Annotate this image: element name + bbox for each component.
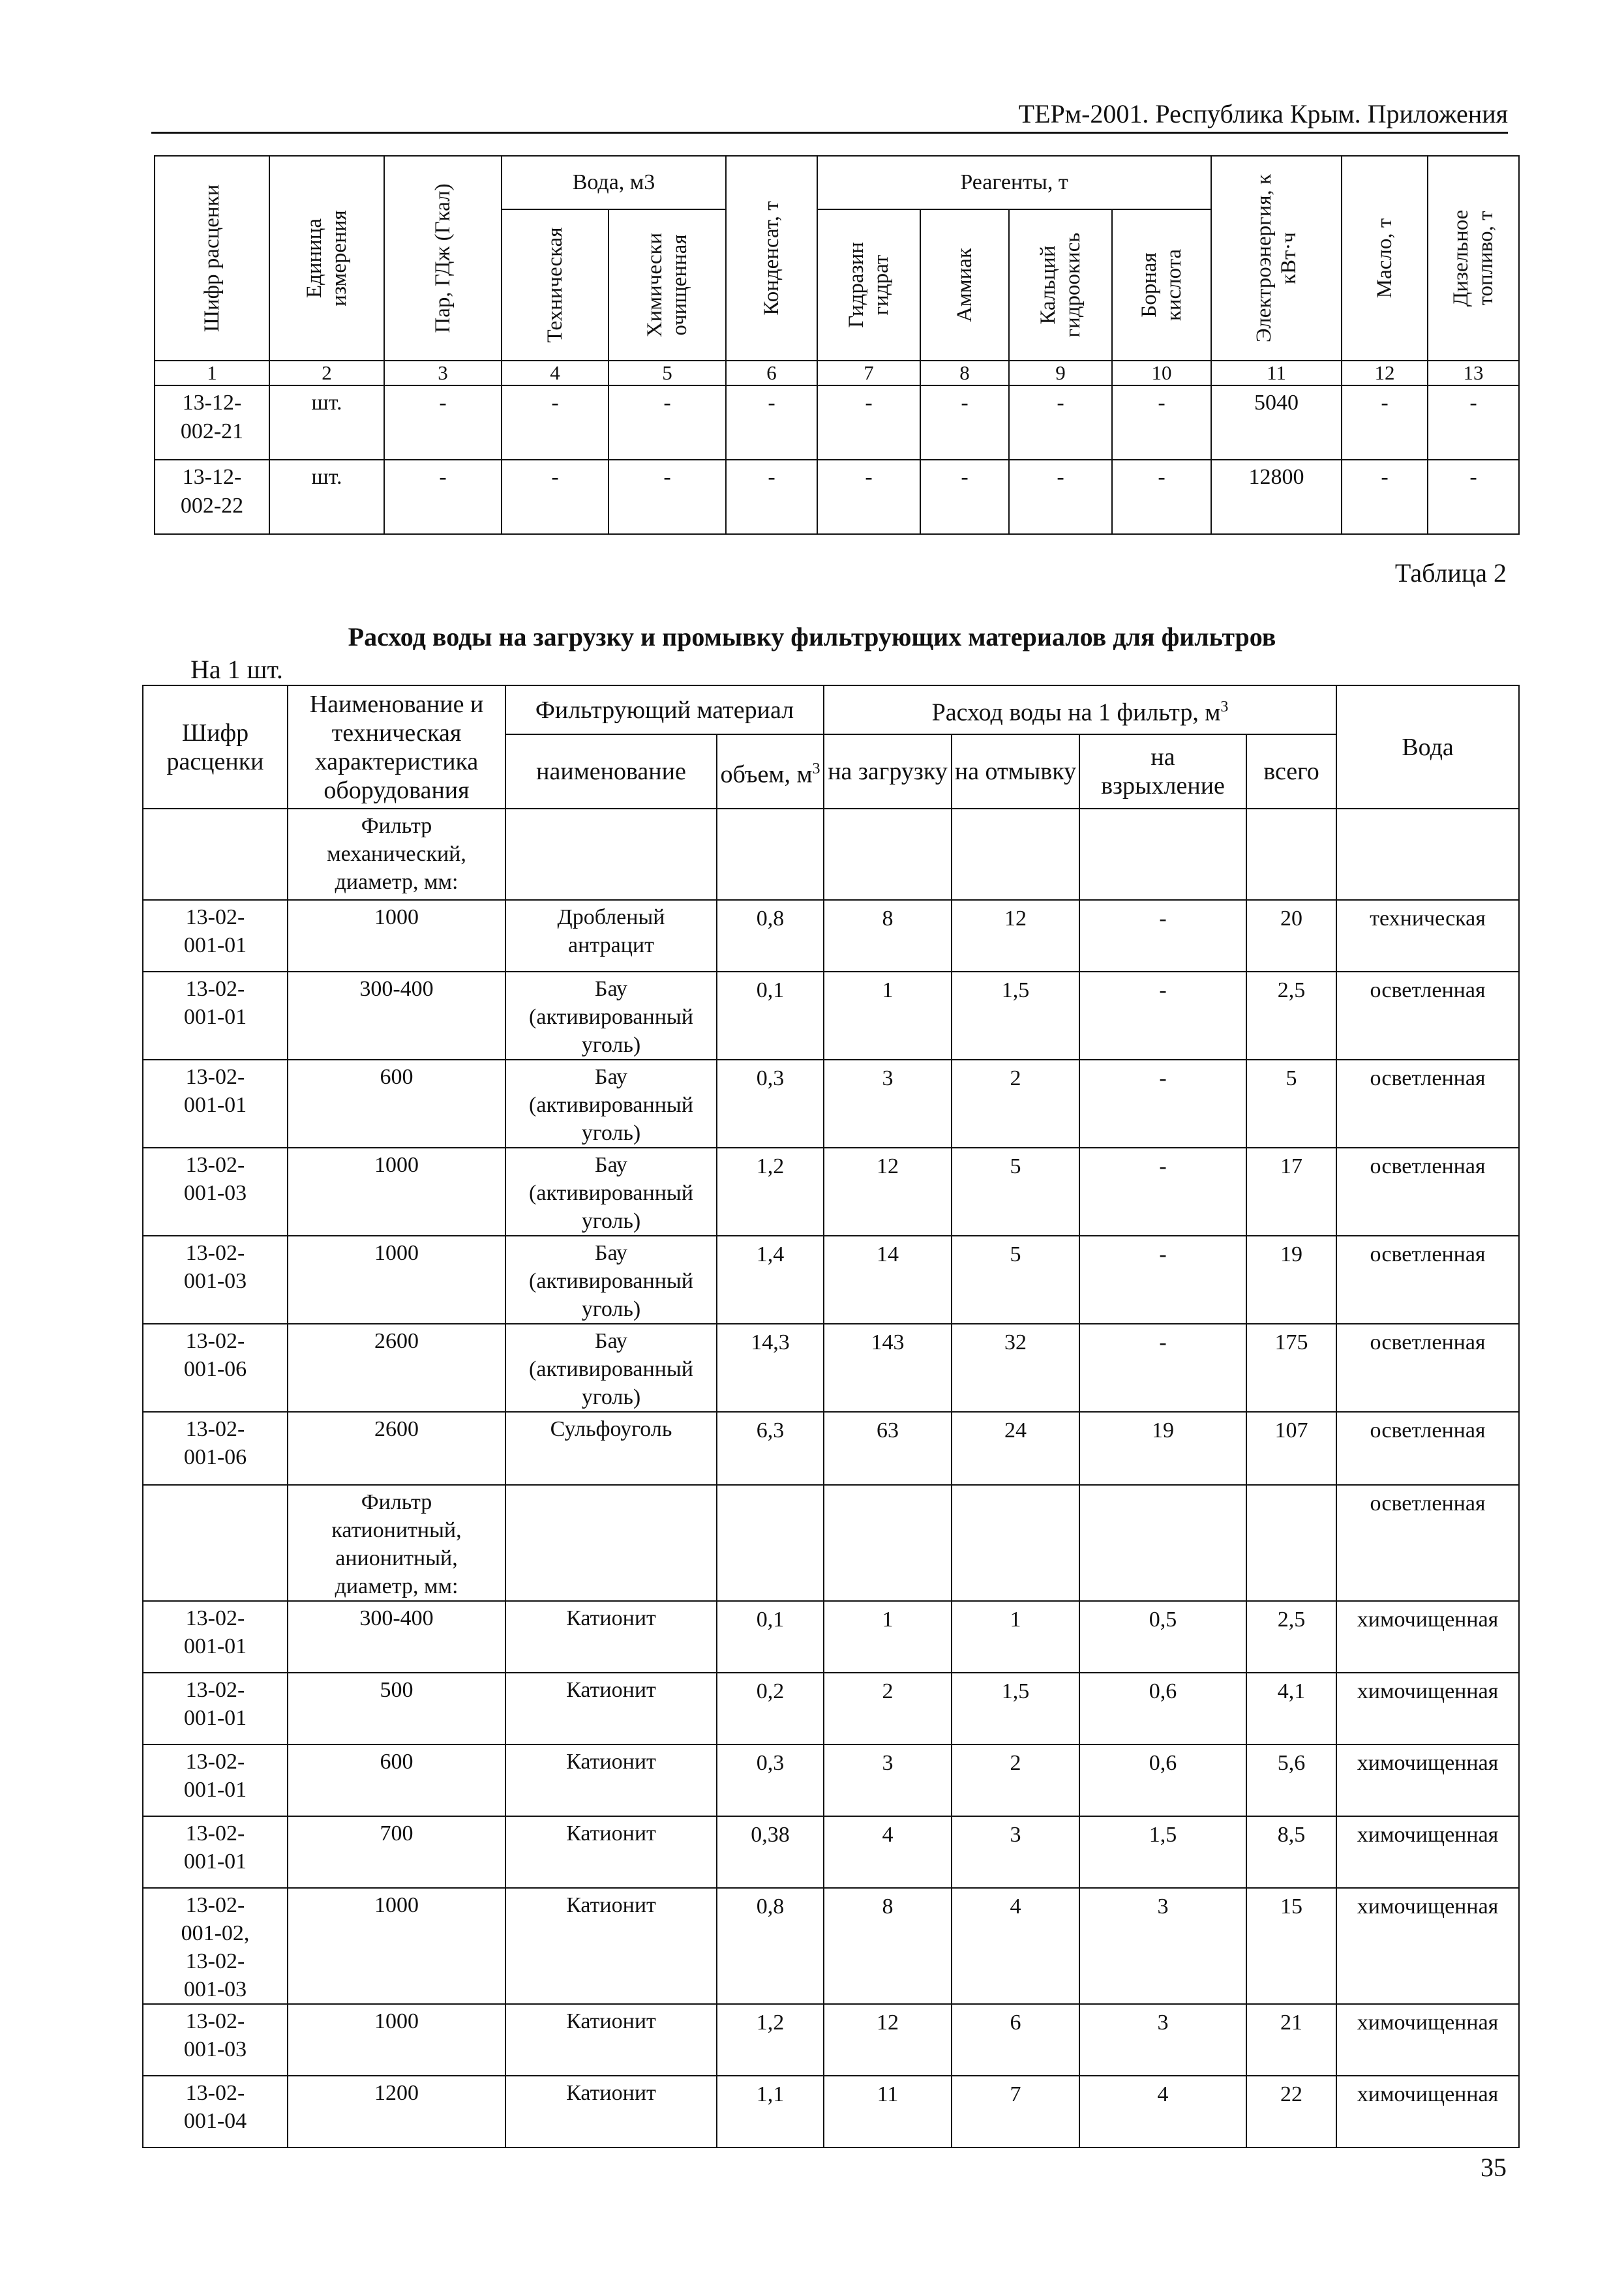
cell-water: химочищенная xyxy=(1336,2076,1519,2147)
cell-loading: 11 xyxy=(824,2076,952,2147)
cell-code: 13-02-001-06 xyxy=(143,1324,288,1412)
cell-code xyxy=(143,809,288,900)
header-unit: Единица измерения xyxy=(269,156,384,361)
header-volume: объем, $м^3$ xyxy=(717,734,824,809)
table-cell: 12800 xyxy=(1211,460,1342,534)
cell-water: осветленная xyxy=(1336,1324,1519,1412)
table-cell: - xyxy=(1112,460,1211,534)
table-row xyxy=(143,972,1519,1060)
cell-water: осветленная xyxy=(1336,1060,1519,1148)
cell-volume xyxy=(717,809,824,900)
cell-total: 107 xyxy=(1246,1412,1336,1485)
table-cell: - xyxy=(817,385,920,460)
resource-table xyxy=(154,155,1520,535)
cell-washing: 3 xyxy=(952,1816,1079,1888)
table-cell: - xyxy=(817,460,920,534)
cell-volume: 14,3 xyxy=(717,1324,824,1412)
section-row xyxy=(143,1485,1519,1601)
table-cell: - xyxy=(726,460,817,534)
cell-volume: 0,3 xyxy=(717,1744,824,1816)
cell-code: 13-02-001-03 xyxy=(143,2004,288,2076)
cell-loading: 8 xyxy=(824,1888,952,2004)
cell-water: техническая xyxy=(1336,900,1519,972)
cell-material: Катионит xyxy=(505,1744,717,1816)
col-number: 9 xyxy=(1009,361,1112,385)
cell-code: 13-02-001-01 xyxy=(143,1601,288,1673)
header-loading: на загрузку xyxy=(824,734,952,809)
cell-washing: 2 xyxy=(952,1744,1079,1816)
table-cell: - xyxy=(609,385,726,460)
cell-volume: 1,1 xyxy=(717,2076,824,2147)
cell-name: 500 xyxy=(288,1673,505,1744)
table-cell: 5040 xyxy=(1211,385,1342,460)
cell-material: Катионит xyxy=(505,2076,717,2147)
cell-water: химочищенная xyxy=(1336,1673,1519,1744)
cell-total: 5 xyxy=(1246,1060,1336,1148)
cell-water: химочищенная xyxy=(1336,1744,1519,1816)
cell-material: Катионит xyxy=(505,1673,717,1744)
cell-material: Катионит xyxy=(505,1816,717,1888)
col-number: 2 xyxy=(269,361,384,385)
cell-washing xyxy=(952,1485,1079,1601)
cell-material: Бау (активированный уголь) xyxy=(505,1236,717,1324)
table-cell: - xyxy=(609,460,726,534)
rate-code: 13-12-002-22 xyxy=(155,460,269,534)
col-number: 11 xyxy=(1211,361,1342,385)
cell-water: химочищенная xyxy=(1336,2004,1519,2076)
cell-total: 8,5 xyxy=(1246,1816,1336,1888)
table-cell: шт. xyxy=(269,385,384,460)
table-row xyxy=(143,2076,1519,2147)
col-number: 6 xyxy=(726,361,817,385)
cell-material: Катионит xyxy=(505,1888,717,2004)
table-cell: - xyxy=(1342,385,1428,460)
table-cell: - xyxy=(1428,460,1519,534)
cell-code: 13-02-001-03 xyxy=(143,1148,288,1236)
cell-volume: 0,8 xyxy=(717,900,824,972)
cell-loading: 1 xyxy=(824,972,952,1060)
header-steam: Пар, ГДж (Гкал) xyxy=(384,156,502,361)
cell-volume: 1,2 xyxy=(717,1148,824,1236)
cell-washing xyxy=(952,809,1079,900)
header-washing: на отмывку xyxy=(952,734,1079,809)
header-filter-material: Фильтрующий материал xyxy=(505,685,824,734)
cell-material: Дробленый антрацит xyxy=(505,900,717,972)
table-cell: - xyxy=(384,460,502,534)
cell-code: 13-02-001-01 xyxy=(143,900,288,972)
cell-total: 19 xyxy=(1246,1236,1336,1324)
cell-washing: 6 xyxy=(952,2004,1079,2076)
cell-name: 1000 xyxy=(288,900,505,972)
cell-water: осветленная xyxy=(1336,1485,1519,1601)
cell-name: Фильтр катионитный, анионитный, диаметр, мм: xyxy=(288,1485,505,1601)
header-hydrazine: Гидразин гидрат xyxy=(817,209,920,361)
cell-total: 2,5 xyxy=(1246,972,1336,1060)
cell-code: 13-02-001-04 xyxy=(143,2076,288,2147)
col-number: 4 xyxy=(502,361,609,385)
cell-loosening xyxy=(1079,1485,1246,1601)
header-water: Вода xyxy=(1336,685,1519,809)
cell-loosening: 0,6 xyxy=(1079,1673,1246,1744)
cell-loading: 12 xyxy=(824,1148,952,1236)
cell-total: 15 xyxy=(1246,1888,1336,2004)
cell-loading: 63 xyxy=(824,1412,952,1485)
cell-loading: 3 xyxy=(824,1744,952,1816)
cell-total: 20 xyxy=(1246,900,1336,972)
table-title: Расход воды на загрузку и промывку фильтрующих материалов для фильтров xyxy=(348,622,1276,651)
header-boric: Борная кислота xyxy=(1112,209,1211,361)
cell-water xyxy=(1336,809,1519,900)
header-electricity: Электроэнергия, к кВт·ч xyxy=(1211,156,1342,361)
page-header xyxy=(151,97,1508,134)
table-cell: - xyxy=(1342,460,1428,534)
table-row xyxy=(143,1148,1519,1236)
cell-total: 175 xyxy=(1246,1324,1336,1412)
water-usage-table xyxy=(142,685,1520,2148)
cell-loosening: 3 xyxy=(1079,1888,1246,2004)
rate-code: 13-12-002-21 xyxy=(155,385,269,460)
table-cell: - xyxy=(1009,385,1112,460)
cell-code: 13-02-001-01 xyxy=(143,972,288,1060)
header-diesel: Дизельное топливо, т xyxy=(1428,156,1519,361)
table-row xyxy=(155,460,1519,534)
cell-water: осветленная xyxy=(1336,1412,1519,1485)
table-cell: - xyxy=(1112,385,1211,460)
cell-loading: 14 xyxy=(824,1236,952,1324)
table-row xyxy=(143,1412,1519,1485)
cell-washing: 32 xyxy=(952,1324,1079,1412)
cell-name: 1000 xyxy=(288,2004,505,2076)
table-row xyxy=(143,1816,1519,1888)
cell-material xyxy=(505,809,717,900)
col-number: 13 xyxy=(1428,361,1519,385)
cell-name: Фильтр механический, диаметр, мм: xyxy=(288,809,505,900)
cell-material: Бау (активированный уголь) xyxy=(505,1148,717,1236)
cell-total: 4,1 xyxy=(1246,1673,1336,1744)
cell-code xyxy=(143,1485,288,1601)
header-ammonia: Аммиак xyxy=(920,209,1009,361)
cell-volume: 0,2 xyxy=(717,1673,824,1744)
cell-loading: 12 xyxy=(824,2004,952,2076)
cell-code: 13-02-001-01 xyxy=(143,1816,288,1888)
cell-total xyxy=(1246,1485,1336,1601)
header-condensate: Конденсат, т xyxy=(726,156,817,361)
cell-water: осветленная xyxy=(1336,972,1519,1060)
cell-washing: 5 xyxy=(952,1236,1079,1324)
col-number: 10 xyxy=(1112,361,1211,385)
col-number: 5 xyxy=(609,361,726,385)
cell-material: Бау (активированный уголь) xyxy=(505,1324,717,1412)
cell-name: 1000 xyxy=(288,1888,505,2004)
cell-name: 600 xyxy=(288,1744,505,1816)
page-number: 35 xyxy=(1481,2153,1507,2182)
col-number: 3 xyxy=(384,361,502,385)
table-row xyxy=(143,1060,1519,1148)
header-title: ТЕРм-2001. Республика Крым. Приложения xyxy=(1018,99,1508,128)
cell-washing: 7 xyxy=(952,2076,1079,2147)
table-cell: - xyxy=(1428,385,1519,460)
cell-material: Бау (активированный уголь) xyxy=(505,1060,717,1148)
section-row xyxy=(143,809,1519,900)
cell-name: 1200 xyxy=(288,2076,505,2147)
header-name: Наименование и техническая характеристика оборудования xyxy=(288,685,505,809)
cell-loosening: - xyxy=(1079,972,1246,1060)
table-row xyxy=(143,1673,1519,1744)
table-cell: шт. xyxy=(269,460,384,534)
cell-loading: 143 xyxy=(824,1324,952,1412)
cell-water: осветленная xyxy=(1336,1148,1519,1236)
cell-loosening: 4 xyxy=(1079,2076,1246,2147)
cell-name: 2600 xyxy=(288,1324,505,1412)
col-number: 12 xyxy=(1342,361,1428,385)
cell-volume xyxy=(717,1485,824,1601)
cell-code: 13-02-001-01 xyxy=(143,1744,288,1816)
cell-volume: 1,2 xyxy=(717,2004,824,2076)
cell-loading xyxy=(824,1485,952,1601)
cell-material: Сульфоуголь xyxy=(505,1412,717,1485)
col-number: 8 xyxy=(920,361,1009,385)
table-cell: - xyxy=(920,385,1009,460)
cell-total: 2,5 xyxy=(1246,1601,1336,1673)
cell-volume: 0,38 xyxy=(717,1816,824,1888)
table-row xyxy=(155,385,1519,460)
cell-loading: 4 xyxy=(824,1816,952,1888)
cell-washing: 2 xyxy=(952,1060,1079,1148)
cell-washing: 1 xyxy=(952,1601,1079,1673)
header-water-usage: Расход воды на 1 фильтр, $м^3$ xyxy=(824,685,1336,734)
cell-loosening: 19 xyxy=(1079,1412,1246,1485)
cell-loosening xyxy=(1079,809,1246,900)
cell-loosening: - xyxy=(1079,1060,1246,1148)
cell-volume: 0,1 xyxy=(717,972,824,1060)
cell-loosening: - xyxy=(1079,1148,1246,1236)
table-row xyxy=(143,1324,1519,1412)
column-numbers-row xyxy=(155,361,1519,385)
cell-material: Бау (активированный уголь) xyxy=(505,972,717,1060)
cell-volume: 0,1 xyxy=(717,1601,824,1673)
header-water-group: Вода, м3 xyxy=(502,156,726,209)
cell-name: 600 xyxy=(288,1060,505,1148)
cell-loosening: 3 xyxy=(1079,2004,1246,2076)
cell-washing: 24 xyxy=(952,1412,1079,1485)
col-number: 7 xyxy=(817,361,920,385)
cell-volume: 1,4 xyxy=(717,1236,824,1324)
cell-total: 22 xyxy=(1246,2076,1336,2147)
header-calcium: Кальций гидроокись xyxy=(1009,209,1112,361)
cell-total xyxy=(1246,809,1336,900)
cell-washing: 5 xyxy=(952,1148,1079,1236)
cell-total: 17 xyxy=(1246,1148,1336,1236)
cell-volume: 0,3 xyxy=(717,1060,824,1148)
cell-loading: 3 xyxy=(824,1060,952,1148)
cell-loosening: - xyxy=(1079,1324,1246,1412)
cell-volume: 0,8 xyxy=(717,1888,824,2004)
table-row xyxy=(143,1601,1519,1673)
header-total: всего xyxy=(1246,734,1336,809)
cell-loosening: 0,5 xyxy=(1079,1601,1246,1673)
table-cell: - xyxy=(502,385,609,460)
cell-washing: 4 xyxy=(952,1888,1079,2004)
cell-washing: 1,5 xyxy=(952,972,1079,1060)
table-cell: - xyxy=(726,385,817,460)
cell-material: Катионит xyxy=(505,1601,717,1673)
cell-loading: 2 xyxy=(824,1673,952,1744)
cell-loading xyxy=(824,809,952,900)
cell-total: 21 xyxy=(1246,2004,1336,2076)
header-code: Шифр расценки xyxy=(143,685,288,809)
cell-water: химочищенная xyxy=(1336,1601,1519,1673)
cell-loosening: 1,5 xyxy=(1079,1816,1246,1888)
cell-code: 13-02-001-02, 13-02-001-03 xyxy=(143,1888,288,2004)
table-row xyxy=(143,900,1519,972)
cell-code: 13-02-001-01 xyxy=(143,1673,288,1744)
table-cell: - xyxy=(1009,460,1112,534)
table-cell: - xyxy=(920,460,1009,534)
table-caption: Таблица 2 xyxy=(1394,558,1507,588)
cell-code: 13-02-001-03 xyxy=(143,1236,288,1324)
cell-loosening: 0,6 xyxy=(1079,1744,1246,1816)
header-loosening: на взрыхление xyxy=(1079,734,1246,809)
cell-material: Катионит xyxy=(505,2004,717,2076)
per-unit-note: На 1 шт. xyxy=(190,655,283,684)
cell-total: 5,6 xyxy=(1246,1744,1336,1816)
header-material-name: наименование xyxy=(505,734,717,809)
cell-name: 1000 xyxy=(288,1148,505,1236)
table-cell: - xyxy=(384,385,502,460)
cell-loading: 1 xyxy=(824,1601,952,1673)
cell-water: химочищенная xyxy=(1336,1888,1519,2004)
cell-name: 700 xyxy=(288,1816,505,1888)
cell-volume: 6,3 xyxy=(717,1412,824,1485)
table-row xyxy=(143,2004,1519,2076)
col-number: 1 xyxy=(155,361,269,385)
cell-water: химочищенная xyxy=(1336,1816,1519,1888)
cell-name: 1000 xyxy=(288,1236,505,1324)
cell-loosening: - xyxy=(1079,900,1246,972)
header-water-chem: Химически очищенная xyxy=(609,209,726,361)
cell-loading: 8 xyxy=(824,900,952,972)
table-row xyxy=(143,1236,1519,1324)
table-cell: - xyxy=(502,460,609,534)
cell-code: 13-02-001-01 xyxy=(143,1060,288,1148)
cell-material xyxy=(505,1485,717,1601)
table-row xyxy=(143,1744,1519,1816)
cell-name: 300-400 xyxy=(288,1601,505,1673)
cell-name: 2600 xyxy=(288,1412,505,1485)
table-row xyxy=(143,1888,1519,2004)
cell-code: 13-02-001-06 xyxy=(143,1412,288,1485)
header-code: Шифр расценки xyxy=(155,156,269,361)
cell-washing: 12 xyxy=(952,900,1079,972)
header-water-tech: Техническая xyxy=(502,209,609,361)
cell-loosening: - xyxy=(1079,1236,1246,1324)
header-oil: Масло, т xyxy=(1342,156,1428,361)
cell-washing: 1,5 xyxy=(952,1673,1079,1744)
cell-name: 300-400 xyxy=(288,972,505,1060)
header-reagents-group: Реагенты, т xyxy=(817,156,1211,209)
cell-water: осветленная xyxy=(1336,1236,1519,1324)
